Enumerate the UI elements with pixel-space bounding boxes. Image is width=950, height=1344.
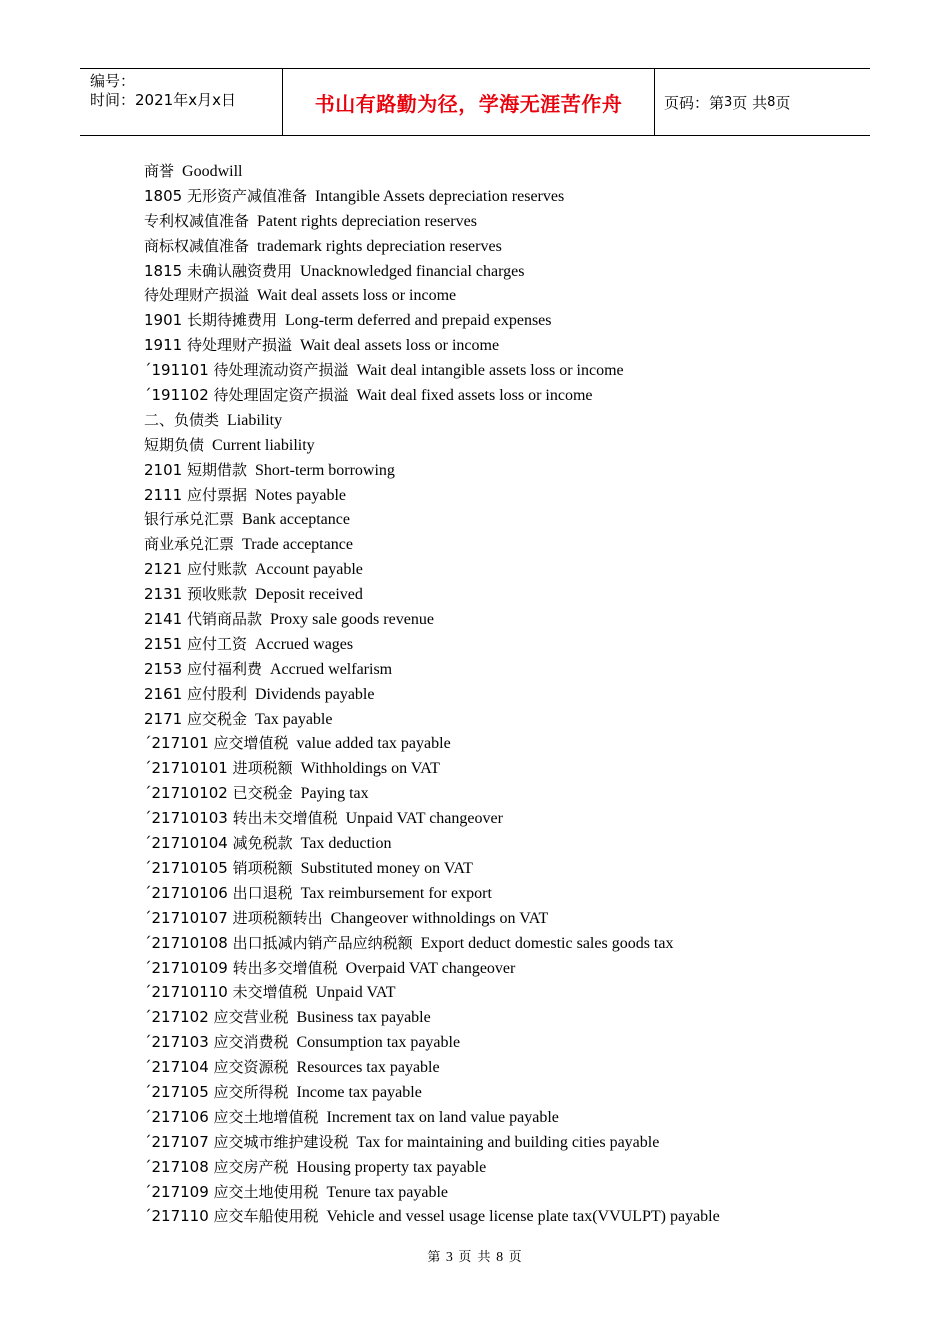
account-name-zh: ´217110 应交车船使用税 bbox=[144, 1207, 319, 1226]
account-entry bbox=[144, 1030, 864, 1055]
footer-total: 8 bbox=[496, 1250, 505, 1265]
account-name-zh: ´21710106 出口退税 bbox=[144, 883, 293, 902]
account-entry bbox=[144, 532, 864, 557]
account-entry bbox=[144, 582, 864, 607]
account-entry bbox=[144, 234, 864, 259]
account-entry bbox=[144, 1204, 864, 1229]
time-value: 2021年x月x日 bbox=[135, 91, 236, 109]
account-name-zh: 商业承兑汇票 bbox=[144, 535, 235, 554]
account-name-en: Proxy sale goods revenue bbox=[269, 611, 434, 629]
account-entry bbox=[144, 408, 864, 433]
account-entry bbox=[144, 209, 864, 234]
account-name-en: Long-term deferred and prepaid expenses bbox=[284, 312, 552, 330]
account-name-en: Account payable bbox=[254, 561, 363, 579]
document-time bbox=[90, 91, 282, 110]
account-name-zh: ´21710110 未交增值税 bbox=[144, 983, 308, 1002]
account-name-zh: 商标权减值准备 bbox=[144, 236, 250, 255]
account-entry bbox=[144, 159, 864, 184]
page-total: 8 bbox=[767, 94, 776, 110]
account-name-zh: 2151 应付工资 bbox=[144, 634, 247, 653]
account-name-zh: 专利权减值准备 bbox=[144, 211, 250, 230]
account-entry bbox=[144, 1180, 864, 1205]
account-name-en: Tax deduction bbox=[300, 835, 392, 853]
page-end: 页 bbox=[775, 93, 791, 112]
account-name-en: Wait deal fixed assets loss or income bbox=[356, 387, 593, 405]
account-name-en: Tenure tax payable bbox=[326, 1183, 449, 1201]
account-name-en: Goodwill bbox=[182, 163, 243, 180]
account-name-zh: ´21710105 销项税额 bbox=[144, 858, 293, 877]
account-name-zh: ´217107 应交城市维护建设税 bbox=[144, 1132, 349, 1151]
page-footer bbox=[0, 1246, 950, 1266]
account-name-zh: ´217108 应交房产税 bbox=[144, 1157, 289, 1176]
account-name-zh: 二、负债类 bbox=[144, 410, 220, 429]
account-entry bbox=[144, 383, 864, 408]
account-entry bbox=[144, 856, 864, 881]
account-entry bbox=[144, 433, 864, 458]
account-name-zh: ´21710104 减免税款 bbox=[144, 834, 293, 853]
account-name-zh: 短期负债 bbox=[144, 435, 205, 454]
account-entry bbox=[144, 1105, 864, 1130]
account-entry bbox=[144, 483, 864, 508]
account-name-zh: ´21710108 出口抵减内销产品应纳税额 bbox=[144, 933, 413, 952]
account-name-en: Export deduct domestic sales goods tax bbox=[420, 934, 674, 952]
account-name-en: Notes payable bbox=[254, 486, 347, 504]
account-name-en: Tax reimbursement for export bbox=[300, 884, 492, 902]
account-name-en: Deposit received bbox=[254, 586, 363, 604]
account-name-en: Unacknowledged financial charges bbox=[299, 262, 525, 280]
account-entry bbox=[144, 906, 864, 931]
account-name-zh: 1901 长期待摊费用 bbox=[144, 311, 277, 330]
account-name-zh: ´217103 应交消费税 bbox=[144, 1033, 289, 1052]
account-name-zh: 2161 应付股利 bbox=[144, 684, 247, 703]
account-name-en: Liability bbox=[227, 411, 283, 429]
account-entry bbox=[144, 557, 864, 582]
account-name-zh: 1805 无形资产减值准备 bbox=[144, 186, 307, 205]
account-name-en: Overpaid VAT changeover bbox=[345, 959, 516, 977]
account-name-zh: ´191101 待处理流动资产损溢 bbox=[144, 361, 349, 380]
account-name-en: Vehicle and vessel usage license plate tax(VVULPT) payable bbox=[326, 1208, 720, 1226]
account-entry bbox=[144, 707, 864, 732]
account-name-en: Income tax payable bbox=[296, 1083, 422, 1101]
header-meta bbox=[80, 69, 282, 135]
account-entry bbox=[144, 1155, 864, 1180]
time-label: 时间： bbox=[90, 91, 136, 109]
account-name-en: Consumption tax payable bbox=[296, 1034, 461, 1052]
account-name-en: Wait deal assets loss or income bbox=[299, 337, 500, 355]
account-entry bbox=[144, 507, 864, 532]
account-entry bbox=[144, 1080, 864, 1105]
account-name-en: Accrued wages bbox=[254, 635, 354, 653]
account-name-zh: 2153 应付福利费 bbox=[144, 659, 262, 678]
page-current: 3 bbox=[724, 94, 733, 110]
account-name-en: Changeover withnoldings on VAT bbox=[330, 909, 549, 927]
account-name-en: Substituted money on VAT bbox=[300, 859, 473, 877]
account-name-en: Short-term borrowing bbox=[254, 461, 395, 479]
account-name-en: Business tax payable bbox=[296, 1009, 431, 1027]
account-name-en: Trade acceptance bbox=[242, 536, 353, 554]
account-name-zh: 1911 待处理财产损溢 bbox=[144, 336, 292, 355]
account-entry bbox=[144, 682, 864, 707]
account-name-en: Resources tax payable bbox=[296, 1059, 440, 1077]
account-name-zh: ´21710101 进项税额 bbox=[144, 759, 293, 778]
account-name-zh: ´217106 应交土地增值税 bbox=[144, 1107, 319, 1126]
account-entry bbox=[144, 1055, 864, 1080]
account-entry bbox=[144, 259, 864, 284]
account-name-en: trademark rights depreciation reserves bbox=[257, 237, 502, 255]
account-entry bbox=[144, 881, 864, 906]
account-entry bbox=[144, 308, 864, 333]
account-name-en: Withholdings on VAT bbox=[300, 760, 440, 778]
account-entry bbox=[144, 980, 864, 1005]
account-name-en: Tax payable bbox=[254, 710, 333, 728]
account-name-en: Bank acceptance bbox=[242, 511, 350, 529]
account-name-zh: ´217105 应交所得税 bbox=[144, 1082, 289, 1101]
page-header bbox=[80, 68, 870, 136]
account-name-en: Wait deal intangible assets loss or income bbox=[356, 362, 624, 380]
account-entry bbox=[144, 1005, 864, 1030]
account-entry bbox=[144, 184, 864, 209]
account-name-zh: 银行承兑汇票 bbox=[144, 510, 235, 529]
account-entry bbox=[144, 458, 864, 483]
account-entry bbox=[144, 283, 864, 308]
page-label: 页码：第 bbox=[664, 93, 725, 112]
account-name-zh: 2121 应付账款 bbox=[144, 560, 247, 579]
account-name-zh: ´21710107 进项税额转出 bbox=[144, 908, 323, 927]
account-name-zh: ´217104 应交资源税 bbox=[144, 1058, 289, 1077]
account-entry bbox=[144, 931, 864, 956]
account-name-en: Current liability bbox=[212, 436, 315, 454]
account-entry bbox=[144, 956, 864, 981]
account-name-zh: 2101 短期借款 bbox=[144, 460, 247, 479]
account-name-en: Wait deal assets loss or income bbox=[257, 287, 457, 305]
account-name-en: Patent rights depreciation reserves bbox=[257, 212, 477, 230]
account-entry bbox=[144, 731, 864, 756]
account-entry bbox=[144, 1130, 864, 1155]
account-name-zh: 2171 应交税金 bbox=[144, 709, 247, 728]
header-motto: 书山有路勤为径，学海无涯苦作舟 bbox=[282, 69, 655, 135]
account-list bbox=[144, 159, 864, 1229]
account-name-zh: ´21710103 转出未交增值税 bbox=[144, 809, 338, 828]
account-name-en: Paying tax bbox=[300, 785, 369, 803]
account-name-zh: ´217101 应交增值税 bbox=[144, 734, 289, 753]
account-name-en: Unpaid VAT changeover bbox=[345, 810, 503, 828]
footer-post: 页 bbox=[508, 1250, 523, 1265]
account-name-en: Unpaid VAT bbox=[315, 984, 396, 1002]
account-entry bbox=[144, 781, 864, 806]
account-name-zh: 1815 未确认融资费用 bbox=[144, 261, 292, 280]
document-number-label: 编号： bbox=[90, 72, 136, 90]
account-name-en: Tax for maintaining and building cities payable bbox=[356, 1133, 660, 1151]
account-name-en: Intangible Assets depreciation reserves bbox=[314, 187, 565, 205]
account-entry bbox=[144, 607, 864, 632]
account-name-en: value added tax payable bbox=[296, 735, 451, 753]
account-entry bbox=[144, 756, 864, 781]
account-entry bbox=[144, 632, 864, 657]
footer-current: 3 bbox=[445, 1250, 454, 1265]
account-name-en: Increment tax on land value payable bbox=[326, 1108, 559, 1126]
account-entry bbox=[144, 806, 864, 831]
account-name-en: Accrued welfarism bbox=[269, 660, 393, 678]
account-name-zh: 商誉 bbox=[144, 162, 175, 180]
account-entry bbox=[144, 333, 864, 358]
account-entry bbox=[144, 657, 864, 682]
header-page-info bbox=[655, 69, 870, 135]
page-mid: 页 共 bbox=[732, 93, 768, 112]
account-name-zh: ´217109 应交土地使用税 bbox=[144, 1182, 319, 1201]
account-name-en: Housing property tax payable bbox=[296, 1158, 487, 1176]
account-name-zh: 2111 应付票据 bbox=[144, 485, 247, 504]
account-name-zh: ´217102 应交营业税 bbox=[144, 1008, 289, 1027]
footer-mid: 页 共 bbox=[458, 1250, 492, 1265]
account-name-en: Dividends payable bbox=[254, 685, 375, 703]
account-entry bbox=[144, 358, 864, 383]
account-name-zh: ´191102 待处理固定资产损溢 bbox=[144, 386, 349, 405]
account-name-zh: 2141 代销商品款 bbox=[144, 610, 262, 629]
account-name-zh: ´21710102 已交税金 bbox=[144, 784, 293, 803]
account-name-zh: ´21710109 转出多交增值税 bbox=[144, 958, 338, 977]
account-name-zh: 待处理财产损溢 bbox=[144, 286, 250, 305]
footer-pre: 第 bbox=[427, 1250, 442, 1265]
account-entry bbox=[144, 831, 864, 856]
account-name-zh: 2131 预收账款 bbox=[144, 585, 247, 604]
